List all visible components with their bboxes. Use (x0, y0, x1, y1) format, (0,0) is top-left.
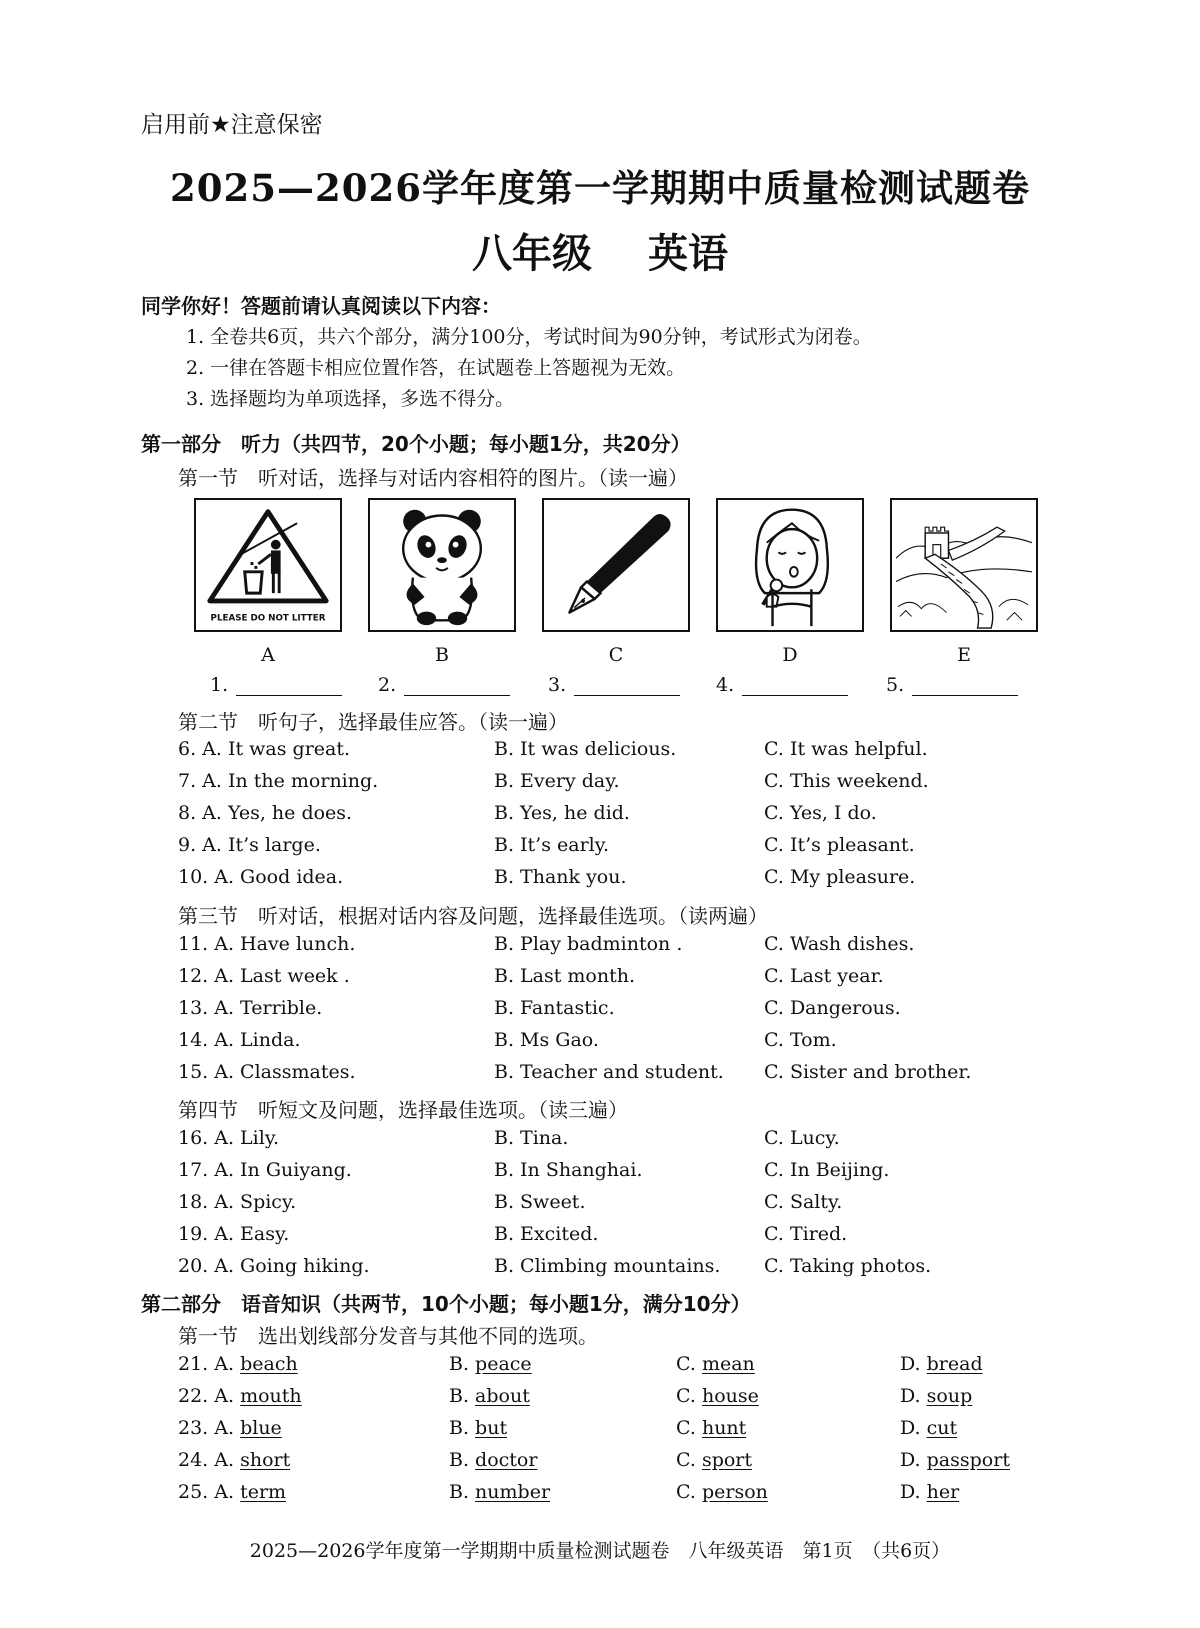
picture-b (368, 498, 516, 632)
no-litter-sign-icon (196, 500, 340, 630)
blank-number: 5. (886, 674, 905, 696)
option-b: B. Every day. (494, 770, 620, 792)
option-b: B. about (449, 1385, 530, 1407)
part2-heading: 第二部分 语音知识（共两节，10个小题；每小题1分，满分10分） (141, 1292, 751, 1316)
option-a: 18. A. Spicy. (178, 1191, 297, 1213)
option-a: 12. A. Last week . (178, 965, 350, 987)
page-footer: 2025—2026学年度第一学期期中质量检测试题卷 八年级英语 第1页 （共6页） (249, 1540, 951, 1562)
option-d-word: bread (926, 1353, 983, 1375)
blank-number: 2. (378, 674, 397, 696)
option-a-word: mouth (240, 1385, 302, 1407)
instruction-rule: 1. 全卷共6页，共六个部分，满分100分，考试时间为90分钟，考试形式为闭卷。 (186, 326, 872, 348)
picture-letter-b: B (435, 644, 449, 666)
option-b: B. Sweet. (494, 1191, 586, 1213)
part1-section4-heading: 第四节 听短文及问题，选择最佳选项。（读三遍） (178, 1098, 628, 1122)
subject-label: 英语 (648, 230, 728, 277)
option-a: 17. A. In Guiyang. (178, 1159, 352, 1181)
instruction-rule: 3. 选择题均为单项选择，多选不得分。 (186, 388, 515, 410)
option-a-word: blue (240, 1417, 282, 1439)
option-c: C. Wash dishes. (764, 933, 915, 955)
picture-d (716, 498, 864, 632)
girl-singing-icon (718, 500, 862, 630)
option-d: D. her (900, 1481, 960, 1503)
answer-blank (716, 674, 848, 696)
option-a: 13. A. Terrible. (178, 997, 323, 1019)
phonetics-question (178, 1417, 282, 1439)
answer-blank (548, 674, 680, 696)
option-b: B. Thank you. (494, 866, 627, 888)
blank-number: 3. (548, 674, 567, 696)
option-c: C. It’s pleasant. (764, 834, 915, 856)
option-d: D. bread (900, 1353, 983, 1375)
exam-subtitle (0, 222, 1200, 279)
option-c-word: hunt (701, 1417, 747, 1439)
instruction-rule: 2. 一律在答题卡相应位置作答，在试题卷上答题视为无效。 (186, 357, 686, 379)
question-number: 25. A. (178, 1481, 235, 1503)
blank-line (236, 677, 342, 696)
sign-caption: PLEASE DO NOT LITTER (210, 613, 326, 624)
option-a-word: beach (240, 1353, 298, 1375)
option-c: C. Dangerous. (764, 997, 901, 1019)
picture-letter-e: E (957, 644, 971, 666)
option-a-word: term (240, 1481, 287, 1503)
answer-blank (378, 674, 510, 696)
option-b: B. Yes, he did. (494, 802, 630, 824)
option-b: B. peace (449, 1353, 532, 1375)
part1-section3-heading: 第三节 听对话，根据对话内容及问题，选择最佳选项。（读两遍） (178, 904, 768, 928)
picture-e (890, 498, 1038, 632)
option-c: C. It was helpful. (764, 738, 928, 760)
option-c: C. This weekend. (764, 770, 929, 792)
option-b-word: doctor (475, 1449, 538, 1471)
option-b: B. Ms Gao. (494, 1029, 599, 1051)
option-b-word: peace (475, 1353, 532, 1375)
option-c-word: house (701, 1385, 759, 1407)
part1-section2-heading: 第二节 听句子，选择最佳应答。（读一遍） (178, 710, 568, 734)
picture-c (542, 498, 690, 632)
picture-letter-a: A (261, 644, 275, 666)
option-b: B. but (449, 1417, 508, 1439)
option-b: B. Fantastic. (494, 997, 615, 1019)
answer-blank (210, 674, 342, 696)
confidential-notice: 启用前★注意保密 (141, 112, 323, 138)
option-c: C. Tom. (764, 1029, 837, 1051)
phonetics-question (178, 1353, 298, 1375)
option-a: 9. A. It’s large. (178, 834, 321, 856)
option-c: C. house (676, 1385, 759, 1407)
option-d: D. cut (900, 1417, 958, 1439)
option-c: C. Sister and brother. (764, 1061, 972, 1083)
part1-heading: 第一部分 听力（共四节，20个小题；每小题1分，共20分） (141, 432, 691, 456)
option-b-word: number (475, 1481, 551, 1503)
option-d-word: her (926, 1481, 960, 1503)
great-wall-icon (892, 500, 1036, 630)
option-a: 19. A. Easy. (178, 1223, 290, 1245)
blank-number: 1. (210, 674, 229, 696)
question-number: 22. A. (178, 1385, 235, 1407)
option-d: D. passport (900, 1449, 1010, 1471)
question-number: 21. A. (178, 1353, 235, 1375)
option-a: 11. A. Have lunch. (178, 933, 356, 955)
option-c-word: person (701, 1481, 768, 1503)
picture-a (194, 498, 342, 632)
option-d: D. soup (900, 1385, 973, 1407)
option-c: C. mean (676, 1353, 755, 1375)
option-c: C. hunt (676, 1417, 747, 1439)
blank-line (742, 677, 848, 696)
option-b: B. It’s early. (494, 834, 609, 856)
option-a: 20. A. Going hiking. (178, 1255, 370, 1277)
blank-line (574, 677, 680, 696)
option-d-word: passport (926, 1449, 1010, 1471)
answer-blank (886, 674, 1018, 696)
picture-letter-c: C (608, 644, 624, 666)
picture-letter-d: D (782, 644, 798, 666)
option-c-word: mean (701, 1353, 755, 1375)
option-c: C. Salty. (764, 1191, 843, 1213)
part2-section1-heading: 第一节 选出划线部分发音与其他不同的选项。 (178, 1324, 598, 1348)
option-a: 14. A. Linda. (178, 1029, 301, 1051)
blank-line (404, 677, 510, 696)
instructions-greeting: 同学你好！答题前请认真阅读以下内容： (141, 294, 501, 318)
option-c: C. sport (676, 1449, 753, 1471)
option-c: C. Last year. (764, 965, 884, 987)
blank-number: 4. (716, 674, 735, 696)
option-b: B. Excited. (494, 1223, 599, 1245)
exam-title: 2025—2026学年度第一学期期中质量检测试题卷 (170, 166, 1030, 210)
option-b: B. Play badminton . (494, 933, 683, 955)
option-a: 16. A. Lily. (178, 1127, 280, 1149)
phonetics-question (178, 1385, 302, 1407)
option-d-word: cut (926, 1417, 958, 1439)
option-d-word: soup (926, 1385, 973, 1407)
blank-line (912, 677, 1018, 696)
option-a-word: short (240, 1449, 291, 1471)
question-number: 23. A. (178, 1417, 235, 1439)
option-c-word: sport (701, 1449, 753, 1471)
option-c: C. Tired. (764, 1223, 848, 1245)
option-b: B. In Shanghai. (494, 1159, 643, 1181)
option-a: 15. A. Classmates. (178, 1061, 356, 1083)
option-a: 7. A. In the morning. (178, 770, 379, 792)
option-b: B. Tina. (494, 1127, 569, 1149)
option-b: B. number (449, 1481, 551, 1503)
option-b-word: about (475, 1385, 530, 1407)
phonetics-question (178, 1481, 286, 1503)
option-c: C. My pleasure. (764, 866, 916, 888)
option-a: 6. A. It was great. (178, 738, 351, 760)
option-b: B. Climbing mountains. (494, 1255, 721, 1277)
grade-label: 八年级 (472, 230, 592, 277)
panda-icon (370, 500, 514, 630)
option-c: C. In Beijing. (764, 1159, 890, 1181)
option-c: C. Yes, I do. (764, 802, 877, 824)
option-b: B. It was delicious. (494, 738, 677, 760)
option-a: 10. A. Good idea. (178, 866, 344, 888)
option-b-word: but (475, 1417, 508, 1439)
option-b: B. doctor (449, 1449, 538, 1471)
option-c: C. Lucy. (764, 1127, 840, 1149)
option-c: C. Taking photos. (764, 1255, 932, 1277)
option-b: B. Teacher and student. (494, 1061, 724, 1083)
fountain-pen-icon (544, 500, 688, 630)
part1-section1-heading: 第一节 听对话，选择与对话内容相符的图片。（读一遍） (178, 466, 688, 490)
option-a: 8. A. Yes, he does. (178, 802, 353, 824)
question-number: 24. A. (178, 1449, 235, 1471)
option-b: B. Last month. (494, 965, 636, 987)
option-c: C. person (676, 1481, 768, 1503)
phonetics-question (178, 1449, 290, 1471)
